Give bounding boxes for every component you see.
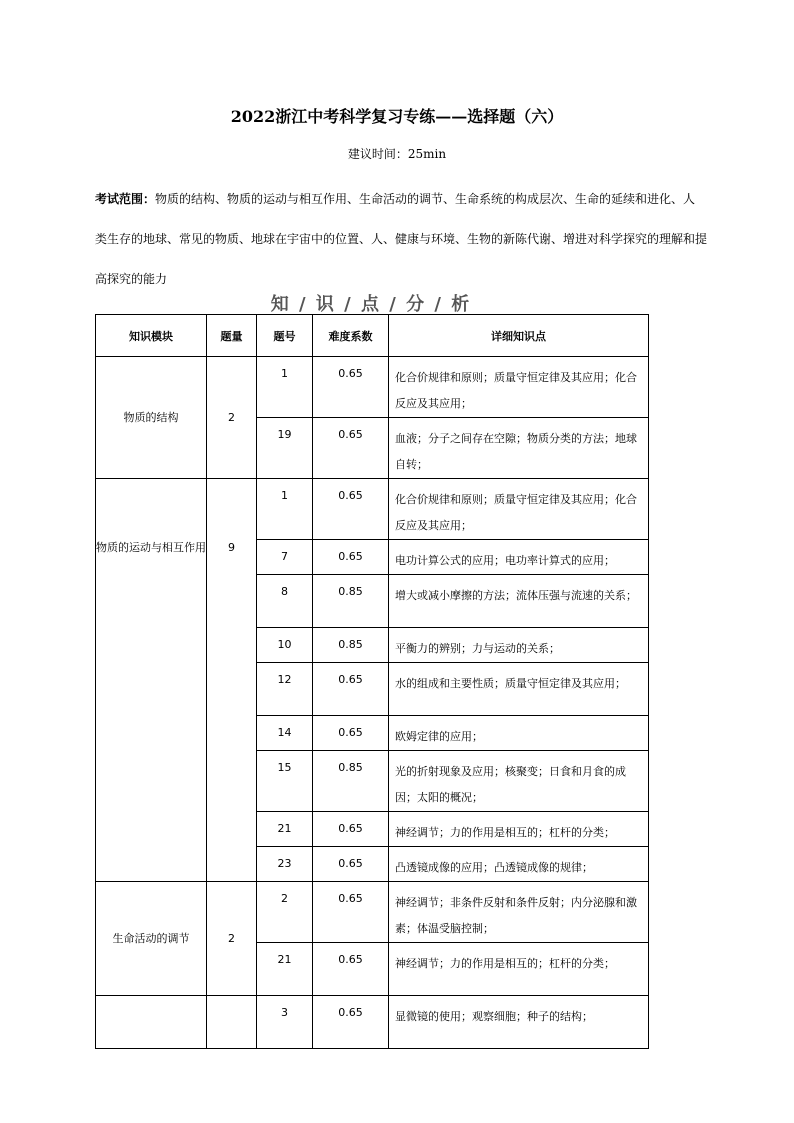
detail-cell: 神经调节；力的作用是相互的；杠杆的分类；	[389, 812, 649, 847]
header-count: 题量	[207, 315, 257, 357]
suggested-time: 建议时间：25min	[347, 147, 447, 161]
difficulty-cell: 0.85	[313, 751, 389, 812]
difficulty-cell: 0.85	[313, 575, 389, 628]
exam-scope	[95, 179, 707, 299]
difficulty-cell: 0.65	[313, 996, 389, 1049]
module-cell: 物质的运动与相互作用	[96, 479, 207, 882]
detail-cell: 欧姆定律的应用；	[389, 716, 649, 751]
difficulty-cell: 0.65	[313, 847, 389, 882]
count-cell: 9	[207, 479, 257, 882]
module-cell	[96, 996, 207, 1049]
question-no-cell: 12	[257, 663, 313, 716]
table-row	[96, 479, 649, 540]
detail-cell: 光的折射现象及应用；核聚变；日食和月食的成因；太阳的概况；	[389, 751, 649, 812]
detail-cell: 化合价规律和原则；质量守恒定律及其应用；化合反应及其应用；	[389, 357, 649, 418]
header-module: 知识模块	[96, 315, 207, 357]
detail-cell: 神经调节；力的作用是相互的；杠杆的分类；	[389, 943, 649, 996]
question-no-cell: 21	[257, 943, 313, 996]
count-cell: 2	[207, 357, 257, 479]
question-no-cell: 1	[257, 357, 313, 418]
question-no-cell: 3	[257, 996, 313, 1049]
detail-cell: 血液；分子之间存在空隙；物质分类的方法；地球自转；	[389, 418, 649, 479]
difficulty-cell: 0.65	[313, 882, 389, 943]
exam-scope-label: 考试范围：	[95, 192, 156, 206]
knowledge-point-table	[95, 314, 649, 1049]
document-title: 2022浙江中考科学复习专练——选择题（六）	[230, 107, 564, 126]
detail-cell: 平衡力的辨别；力与运动的关系；	[389, 628, 649, 663]
difficulty-cell: 0.65	[313, 418, 389, 479]
table-row	[96, 882, 649, 943]
question-no-cell: 1	[257, 479, 313, 540]
count-cell: 2	[207, 882, 257, 996]
difficulty-cell: 0.65	[313, 663, 389, 716]
section-heading: 知 / 识 / 点 / 分 / 析	[270, 294, 472, 315]
header-question-no: 题号	[257, 315, 313, 357]
detail-cell: 水的组成和主要性质；质量守恒定律及其应用；	[389, 663, 649, 716]
question-no-cell: 21	[257, 812, 313, 847]
question-no-cell: 23	[257, 847, 313, 882]
difficulty-cell: 0.65	[313, 812, 389, 847]
detail-cell: 电功计算公式的应用；电功率计算式的应用；	[389, 540, 649, 575]
question-no-cell: 10	[257, 628, 313, 663]
table-header-row	[96, 315, 649, 357]
detail-cell: 凸透镜成像的应用；凸透镜成像的规律；	[389, 847, 649, 882]
question-no-cell: 19	[257, 418, 313, 479]
difficulty-cell: 0.65	[313, 716, 389, 751]
question-no-cell: 2	[257, 882, 313, 943]
header-detail: 详细知识点	[389, 315, 649, 357]
detail-cell: 显微镜的使用；观察细胞；种子的结构；	[389, 996, 649, 1049]
difficulty-cell: 0.65	[313, 540, 389, 575]
difficulty-cell: 0.65	[313, 943, 389, 996]
question-no-cell: 8	[257, 575, 313, 628]
difficulty-cell: 0.85	[313, 628, 389, 663]
question-no-cell: 7	[257, 540, 313, 575]
table-row	[96, 357, 649, 418]
question-no-cell: 14	[257, 716, 313, 751]
exam-scope-text: 物质的结构、物质的运动与相互作用、生命活动的调节、生命系统的构成层次、生命的延续和进化、人类生存的地球、常见的物质、地球在宇宙中的位置、人、健康与环境、生物的新陈代谢、增进对科学探究的理解和提高探究的能力	[95, 192, 708, 286]
count-cell	[207, 996, 257, 1049]
module-cell: 生命活动的调节	[96, 882, 207, 996]
difficulty-cell: 0.65	[313, 357, 389, 418]
detail-cell: 增大或减小摩擦的方法；流体压强与流速的关系；	[389, 575, 649, 628]
question-no-cell: 15	[257, 751, 313, 812]
detail-cell: 神经调节；非条件反射和条件反射；内分泌腺和激素；体温受脑控制；	[389, 882, 649, 943]
module-cell: 物质的结构	[96, 357, 207, 479]
header-difficulty: 难度系数	[313, 315, 389, 357]
difficulty-cell: 0.65	[313, 479, 389, 540]
detail-cell: 化合价规律和原则；质量守恒定律及其应用；化合反应及其应用；	[389, 479, 649, 540]
table-row	[96, 996, 649, 1049]
